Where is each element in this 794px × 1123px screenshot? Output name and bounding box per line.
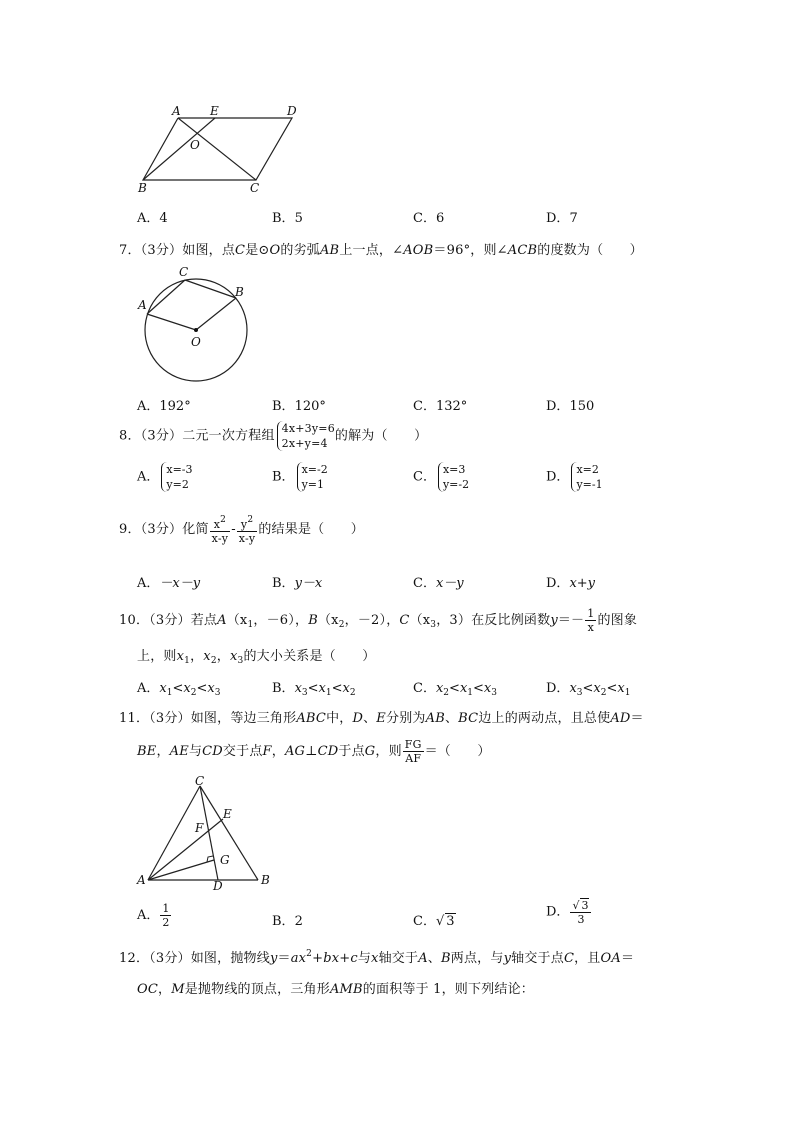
q10-text: ，3）在反比例函数 (436, 613, 551, 628)
q8-text: 的解为（ ） (334, 428, 428, 444)
q11-text: 边上的两动点，且总使 (478, 711, 611, 726)
option-system (438, 462, 469, 492)
q7-text: 是⊙ (245, 243, 270, 258)
option-letter: B． (272, 399, 295, 414)
q9-text: （3分）化简 (140, 522, 209, 537)
question-number: 11． (119, 711, 150, 726)
fraction-2 (237, 514, 258, 545)
option-letter: C． (413, 211, 436, 226)
option-text: 120° (294, 399, 326, 414)
subscript: 2 (338, 620, 345, 630)
q7-text: ＝96°，则∠ (433, 243, 508, 258)
q10-var: x (203, 649, 211, 664)
option-text: 6 (435, 211, 445, 226)
q11-var: ABC (296, 711, 327, 726)
option-letter: D． (546, 211, 570, 226)
q11-option-a[interactable] (137, 902, 172, 929)
option-line: y=-2 (442, 478, 470, 491)
fraction-1 (210, 514, 231, 545)
q11-var: D (352, 711, 364, 726)
fraction (160, 902, 171, 929)
q11-text: ， (271, 744, 285, 759)
option-letter: A． (137, 681, 160, 696)
less-than: < (606, 681, 618, 696)
q7-var: C (235, 243, 246, 258)
option-text: 7 (569, 211, 578, 226)
q6-option-b[interactable] (272, 207, 303, 226)
option-text: y－x (294, 576, 323, 591)
subscript: 3 (491, 688, 497, 698)
q7-text: 的劣弧 (280, 243, 320, 258)
q6-label-d: D (287, 104, 297, 118)
q10-text: ，－2）， (344, 613, 400, 628)
option-text: 5 (294, 211, 303, 226)
q12-var: OC (137, 982, 159, 997)
subscript: 1 (184, 656, 191, 666)
q12-text: ＝ (277, 951, 291, 966)
option-letter: D． (546, 399, 570, 414)
q8-option-d[interactable] (546, 462, 603, 492)
subscript: 2 (210, 656, 217, 666)
var: x (569, 681, 577, 696)
q12-var: y (269, 951, 278, 966)
q11-triangle-figure (134, 772, 279, 892)
q10-text: ， (190, 649, 204, 664)
option-letter: D． (546, 904, 570, 920)
denominator: x-y (238, 532, 256, 545)
q11-var: AD (610, 711, 631, 726)
question-10-stem-line1 (119, 607, 637, 634)
q12-var: M (171, 982, 185, 997)
q8-option-c[interactable] (413, 462, 469, 492)
option-text: 150 (569, 399, 595, 414)
option-letter: A． (137, 576, 160, 591)
subscript: 1 (247, 620, 254, 630)
question-number: 8． (119, 428, 141, 444)
q12-var: A (418, 951, 428, 966)
option-letter: D． (546, 469, 570, 485)
question-8-stem (119, 421, 427, 451)
subscript: 3 (214, 688, 221, 698)
option-letter: B． (272, 576, 295, 591)
subscript: 2 (349, 688, 356, 698)
question-number: 12． (119, 951, 150, 966)
less-than: < (473, 681, 484, 696)
q11-option-c[interactable] (413, 910, 456, 929)
q10-text: ， (216, 649, 230, 664)
option-letter: B． (272, 681, 295, 696)
subscript: 3 (430, 620, 437, 630)
subscript: 2 (600, 688, 607, 698)
q6-label-c: C (250, 181, 260, 195)
q12-var: C (563, 951, 575, 966)
q6-option-d[interactable] (546, 207, 578, 226)
subscript: 1 (624, 688, 631, 698)
q12-var: y (503, 951, 512, 966)
q12-var: +bx+c (312, 951, 358, 966)
q12-text: 的面积等于 1，则下列结论： (362, 982, 535, 997)
var: x (617, 681, 625, 696)
q10-text: （3分）若点 (149, 613, 218, 628)
var: x (435, 681, 444, 696)
q11-text: ＝（ ） (424, 744, 491, 759)
option-letter: D． (546, 681, 570, 696)
exponent: 2 (220, 515, 227, 525)
q11-label-e: E (223, 807, 232, 821)
q6-label-e: E (210, 104, 219, 118)
option-system (297, 462, 328, 492)
option-letter: B． (272, 914, 295, 929)
q6-option-a[interactable] (137, 207, 168, 226)
option-system (571, 462, 602, 492)
question-11-stem-line1 (119, 707, 644, 726)
q6-label-b: B (138, 181, 147, 195)
q12-var: x (371, 951, 379, 966)
option-letter: C． (413, 469, 436, 485)
option-line: y=-1 (576, 478, 603, 491)
q9-option-b[interactable] (272, 572, 322, 591)
subscript: 1 (325, 688, 332, 698)
option-line: x=-2 (301, 463, 328, 476)
sqrt-sign: √ (572, 899, 580, 912)
denominator: x (587, 621, 595, 634)
q7-option-c[interactable] (413, 395, 467, 414)
q11-label-d: D (213, 879, 223, 892)
q7-label-a: A (138, 298, 147, 312)
option-line: y=1 (301, 478, 324, 491)
q10-var: A (217, 613, 227, 628)
subscript: 1 (166, 688, 173, 698)
q12-text: 、 (427, 951, 441, 966)
q11-var: F (262, 744, 272, 759)
denominator: 2 (162, 916, 170, 929)
q11-option-d[interactable] (546, 898, 592, 926)
option-text: 4 (159, 211, 168, 226)
q11-text: 于点 (338, 744, 365, 759)
q7-var: AOB (403, 243, 434, 258)
q10-option-d[interactable] (546, 677, 630, 698)
q10-text: ＝－ (557, 613, 585, 628)
q12-text: 是抛物线的顶点，三角形 (184, 982, 330, 997)
question-number: 7． (119, 243, 141, 258)
denominator: 3 (577, 913, 585, 926)
option-text: －x－y (159, 576, 201, 591)
q9-option-d[interactable] (546, 572, 595, 591)
q12-var: AMB (329, 982, 363, 997)
option-text: x－y (435, 576, 464, 591)
option-letter: A． (137, 469, 160, 485)
q11-option-b[interactable] (272, 910, 303, 929)
less-than: < (331, 681, 343, 696)
numerator: FG (404, 738, 422, 751)
option-text: 192° (159, 399, 191, 414)
q11-var: CD (202, 744, 223, 759)
q6-label-o: O (190, 138, 200, 152)
option-letter: C． (413, 399, 436, 414)
subscript: 1 (467, 688, 474, 698)
q11-label-f: F (195, 821, 204, 835)
numerator: 1 (162, 902, 170, 915)
less-than: < (307, 681, 319, 696)
q7-circle-figure (134, 262, 259, 387)
option-text: x+y (569, 576, 596, 591)
q10-option-c[interactable] (413, 677, 497, 698)
var: x (342, 681, 350, 696)
q12-text: ， (158, 982, 172, 997)
q11-label-a: A (137, 873, 146, 887)
q12-text: 与 (357, 951, 372, 966)
radicand: 3 (446, 914, 455, 929)
subscript: 2 (190, 688, 197, 698)
numerator: 1 (587, 607, 595, 620)
var: x (294, 681, 302, 696)
q11-text: 、 (444, 711, 459, 726)
var: x (483, 681, 492, 696)
q12-text: （3分）如图，抛物线 (149, 951, 270, 966)
q7-option-a[interactable] (137, 395, 191, 414)
option-line: x=3 (442, 463, 466, 476)
q7-label-b: B (235, 285, 244, 299)
q11-var: BC (458, 711, 479, 726)
q7-label-o: O (191, 335, 201, 349)
question-11-stem-line2 (137, 738, 491, 765)
q10-text: （x (226, 613, 248, 628)
fraction (403, 738, 424, 765)
q6-option-c[interactable] (413, 207, 444, 226)
q10-option-b[interactable] (272, 677, 356, 698)
q11-text: ⊥ (305, 744, 318, 759)
q7-text: 上一点，∠ (339, 243, 404, 258)
q12-text: 轴交于 (378, 951, 419, 966)
q11-var: AB (425, 711, 445, 726)
option-letter: B． (272, 211, 295, 226)
subscript: 3 (301, 688, 308, 698)
numerator: y (240, 518, 248, 531)
q11-text: ＝ (630, 711, 644, 726)
q7-var: AB (319, 243, 340, 258)
option-text: 132° (435, 399, 468, 414)
q11-var: E (376, 711, 386, 726)
q8-text: （3分）二元一次方程组 (140, 428, 275, 444)
q12-var: OA (600, 951, 621, 966)
option-line: x=-3 (166, 463, 193, 476)
exponent: 2 (247, 515, 254, 525)
q11-text: 中， (326, 711, 353, 726)
q10-var: x (176, 649, 185, 664)
less-than: < (582, 681, 594, 696)
q7-label-c: C (179, 265, 189, 279)
q8-option-a[interactable] (137, 462, 193, 492)
q11-text: （3分）如图，等边三角形 (149, 711, 297, 726)
option-system (161, 462, 192, 492)
q6-parallelogram-figure (132, 100, 312, 195)
q10-var: B (308, 613, 318, 628)
less-than: < (196, 681, 208, 696)
radicand: 3 (581, 899, 589, 912)
question-9-stem (119, 514, 364, 545)
q10-var: x (229, 649, 238, 664)
subscript: 2 (443, 688, 450, 698)
q10-var: C (399, 613, 410, 628)
var: x (318, 681, 326, 696)
less-than: < (172, 681, 184, 696)
q11-var: G (364, 744, 376, 759)
equation-2: 2x+y=4 (281, 437, 328, 450)
q11-var: CD (317, 744, 339, 759)
question-number: 10． (119, 613, 150, 628)
q10-text: 上，则 (137, 649, 177, 664)
q7-text: 的度数为（ ） (537, 243, 643, 258)
option-letter: D． (546, 576, 570, 591)
q11-text: 与 (188, 744, 203, 759)
option-letter: C． (413, 576, 436, 591)
q9-option-a[interactable] (137, 572, 200, 591)
q12-text: 两点，与 (450, 951, 504, 966)
numerator: x (213, 518, 221, 531)
var: x (593, 681, 601, 696)
question-number: 9． (119, 522, 141, 537)
question-12-stem-line2 (137, 978, 534, 997)
q9-option-c[interactable] (413, 572, 464, 591)
var: x (159, 681, 167, 696)
q10-option-a[interactable] (137, 677, 220, 698)
q12-text: 轴交于点 (511, 951, 564, 966)
q8-option-b[interactable] (272, 462, 328, 492)
q12-text: ，且 (574, 951, 601, 966)
less-than: < (449, 681, 460, 696)
q11-label-c: C (195, 774, 205, 788)
equation-1: 4x+3y=6 (281, 422, 335, 435)
question-7-stem (119, 239, 643, 258)
option-letter: C． (413, 681, 436, 696)
option-letter: A． (137, 211, 160, 226)
option-line: x=2 (576, 463, 599, 476)
q11-text: 交于点 (222, 744, 263, 759)
q6-label-a: A (172, 104, 181, 118)
q7-option-b[interactable] (272, 395, 326, 414)
q11-label-g: G (220, 853, 230, 867)
denominator: x-y (211, 532, 229, 545)
q10-text: 的图象 (597, 613, 638, 628)
q7-var: ACB (507, 243, 538, 258)
q10-text: 的大小关系是（ ） (243, 649, 376, 664)
q7-var: O (269, 243, 281, 258)
question-12-stem-line1 (119, 947, 634, 966)
option-text: 2 (294, 914, 303, 929)
q10-var: y (550, 613, 558, 628)
q10-text: （x (317, 613, 339, 628)
q11-var: AE (169, 744, 189, 759)
option-line: y=2 (166, 478, 189, 491)
q11-var: AG (284, 744, 306, 759)
fraction (570, 898, 591, 926)
option-letter: A． (137, 399, 160, 414)
minus-sign: - (231, 522, 236, 537)
sqrt-sign: √ (435, 914, 445, 929)
denominator: AF (405, 752, 422, 765)
q10-text: ，－6）， (253, 613, 309, 628)
option-letter: B． (272, 469, 295, 485)
q12-var: ax (290, 951, 307, 966)
equation-system (277, 421, 335, 451)
q11-text: 分别为 (386, 711, 426, 726)
option-letter: A． (137, 908, 160, 923)
q11-var: BE (137, 744, 157, 759)
q11-text: ，则 (375, 744, 402, 759)
q9-text: 的结果是（ ） (258, 522, 364, 537)
subscript: 3 (237, 656, 244, 666)
var: x (207, 681, 215, 696)
var: x (183, 681, 191, 696)
question-10-stem-line2 (137, 645, 375, 666)
q11-text: 、 (363, 711, 377, 726)
var: x (459, 681, 468, 696)
option-letter: C． (413, 914, 436, 929)
subscript: 3 (576, 688, 583, 698)
fraction (585, 607, 596, 634)
q11-text: ， (156, 744, 170, 759)
exponent: 2 (306, 949, 313, 959)
q10-text: （x (409, 613, 431, 628)
q7-text: （3分）如图，点 (140, 243, 236, 258)
q12-text: ＝ (620, 951, 635, 966)
q11-label-b: B (261, 873, 270, 887)
q12-var: B (441, 951, 451, 966)
q7-option-d[interactable] (546, 395, 594, 414)
